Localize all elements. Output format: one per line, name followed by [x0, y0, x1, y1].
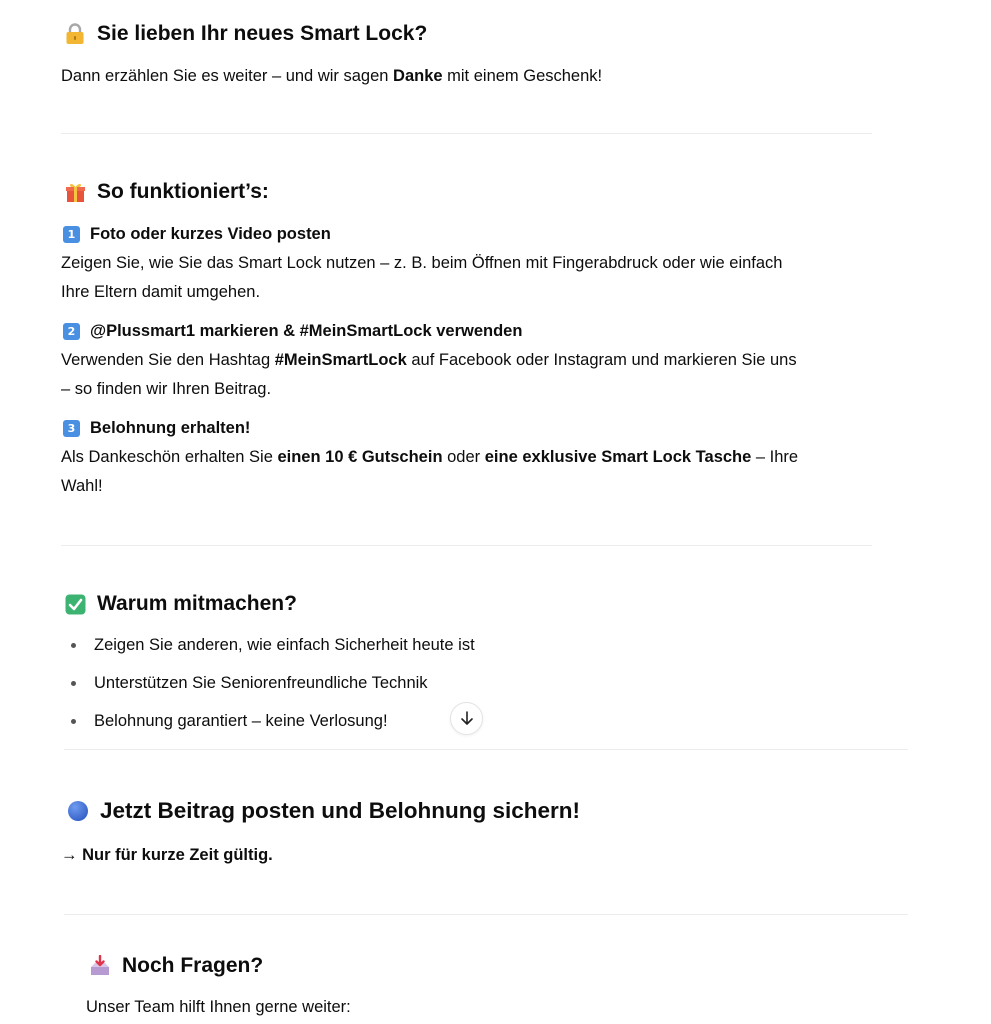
- inbox-tray-icon: [89, 955, 111, 977]
- step-1-line-1: Zeigen Sie, wie Sie das Smart Lock nutzen – z. B. beim Öffnen mit Fingerabdruck oder wie einfach: [61, 254, 783, 272]
- keycap-three-icon: 3: [63, 420, 80, 437]
- step-3-line-1: [61, 443, 798, 472]
- step-3-title: [63, 419, 250, 438]
- hashtag-bold: #MeinSmartLock: [274, 351, 407, 369]
- heading-text: Noch Fragen?: [122, 954, 264, 977]
- step-2-title: [63, 322, 522, 341]
- text: Als Dankeschön erhalten Sie: [61, 448, 278, 466]
- arrow-down-icon: [460, 711, 474, 726]
- lock-icon: [64, 23, 86, 45]
- heading-text: So funktioniert’s:: [97, 180, 269, 203]
- list-item: Unterstützen Sie Seniorenfreundliche Technik: [60, 664, 475, 702]
- step-3-description: [61, 443, 798, 501]
- voucher-bold: einen 10 € Gutschein: [277, 448, 443, 466]
- text: – Ihre: [751, 448, 799, 466]
- step-1-description: [61, 249, 782, 307]
- text: Verwenden Sie den Hashtag: [61, 351, 275, 369]
- gift-icon: [64, 181, 86, 203]
- benefits-list: [60, 626, 475, 740]
- blue-circle-icon: [67, 800, 89, 822]
- keycap-two-icon: 2: [63, 323, 80, 340]
- section-heading-questions: [89, 954, 263, 978]
- keycap-one-icon: 1: [63, 226, 80, 243]
- divider: [61, 133, 872, 134]
- step-1-line-2: Ihre Eltern damit umgehen.: [61, 283, 261, 301]
- divider: [64, 914, 908, 915]
- heading-text: Jetzt Beitrag posten und Belohnung sichern!: [100, 798, 581, 823]
- check-mark-icon: [64, 593, 86, 615]
- team-help-text: Unser Team hilft Ihnen gerne weiter:: [86, 998, 351, 1016]
- section-heading-why-participate: [64, 592, 297, 616]
- step-3-line-2: Wahl!: [61, 477, 103, 495]
- step-title-text: @Plussmart1 markieren & #MeinSmartLock verwenden: [90, 322, 523, 340]
- list-item: Belohnung garantiert – keine Verlosung!: [60, 702, 475, 740]
- intro-paragraph: [61, 62, 602, 91]
- bag-bold: eine exklusive Smart Lock Tasche: [484, 448, 752, 466]
- divider: [61, 545, 872, 546]
- scroll-to-bottom-button[interactable]: [450, 702, 483, 735]
- step-2-line-2: – so finden wir Ihren Beitrag.: [61, 380, 272, 398]
- step-title-text: Foto oder kurzes Video posten: [90, 225, 331, 243]
- intro-text-end: mit einem Geschenk!: [442, 67, 603, 85]
- section-heading-how-it-works: [64, 180, 269, 204]
- step-2-line-1: [61, 346, 797, 375]
- heading-text: Warum mitmachen?: [97, 592, 297, 615]
- text: auf Facebook oder Instagram und markieren Sie uns: [406, 351, 797, 369]
- intro-bold-thanks: Danke: [393, 67, 443, 85]
- list-item: Zeigen Sie anderen, wie einfach Sicherheit heute ist: [60, 626, 475, 664]
- step-2-description: [61, 346, 797, 404]
- heading-text: Sie lieben Ihr neues Smart Lock?: [97, 22, 428, 45]
- step-title-text: Belohnung erhalten!: [90, 419, 251, 437]
- section-heading-smart-lock: [64, 22, 427, 46]
- intro-text: Dann erzählen Sie es weiter – und wir sagen: [61, 67, 394, 85]
- text: oder: [442, 448, 485, 466]
- limited-time-note: → Nur für kurze Zeit gültig.: [61, 846, 273, 864]
- step-1-title: [63, 225, 331, 244]
- section-heading-post-now: [67, 798, 580, 824]
- divider: [64, 749, 908, 750]
